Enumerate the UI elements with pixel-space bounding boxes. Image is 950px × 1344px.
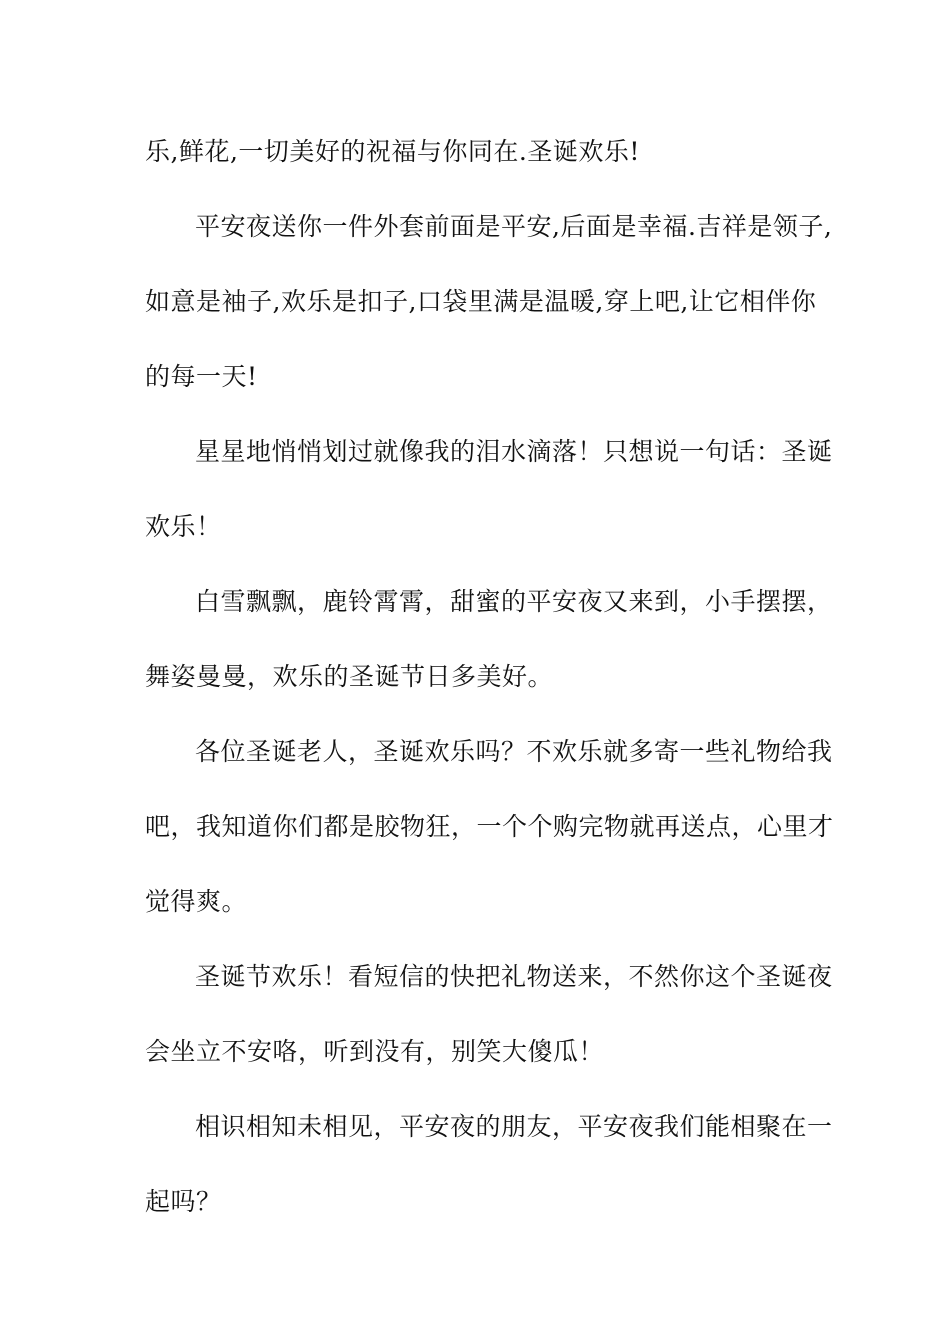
paragraph-first-line: 各位圣诞老人，圣诞欢乐吗？不欢乐就多寄一些礼物给我 [195, 737, 833, 766]
text-line: 欢乐！ [145, 512, 222, 541]
text-line: 的每一天! [145, 362, 258, 391]
paragraph-first-line: 圣诞节欢乐！看短信的快把礼物送来，不然你这个圣诞夜 [195, 962, 833, 991]
text-line: 会坐立不安咯，听到没有，别笑大傻瓜！ [145, 1037, 605, 1066]
paragraph-first-line: 星星地悄悄划过就像我的泪水滴落！只想说一句话：圣诞 [195, 437, 833, 466]
text-line: 乐,鲜花,一切美好的祝福与你同在.圣诞欢乐! [145, 137, 640, 166]
text-line: 舞姿曼曼，欢乐的圣诞节日多美好。 [145, 662, 554, 691]
text-line: 觉得爽。 [145, 887, 248, 916]
text-line: 吧，我知道你们都是胶物狂，一个个购完物就再送点，心里才 [145, 812, 834, 841]
paragraph-first-line: 平安夜送你一件外套前面是平安,后面是幸福.吉祥是领子, [195, 212, 833, 241]
text-line: 如意是袖子,欢乐是扣子,口袋里满是温暖,穿上吧,让它相伴你 [145, 287, 817, 316]
text-line: 起吗？ [145, 1187, 222, 1216]
paragraph-first-line: 相识相知未相见，平安夜的朋友，平安夜我们能相聚在一 [195, 1112, 833, 1141]
paragraph-first-line: 白雪飘飘，鹿铃霄霄，甜蜜的平安夜又来到，小手摆摆， [195, 587, 833, 616]
